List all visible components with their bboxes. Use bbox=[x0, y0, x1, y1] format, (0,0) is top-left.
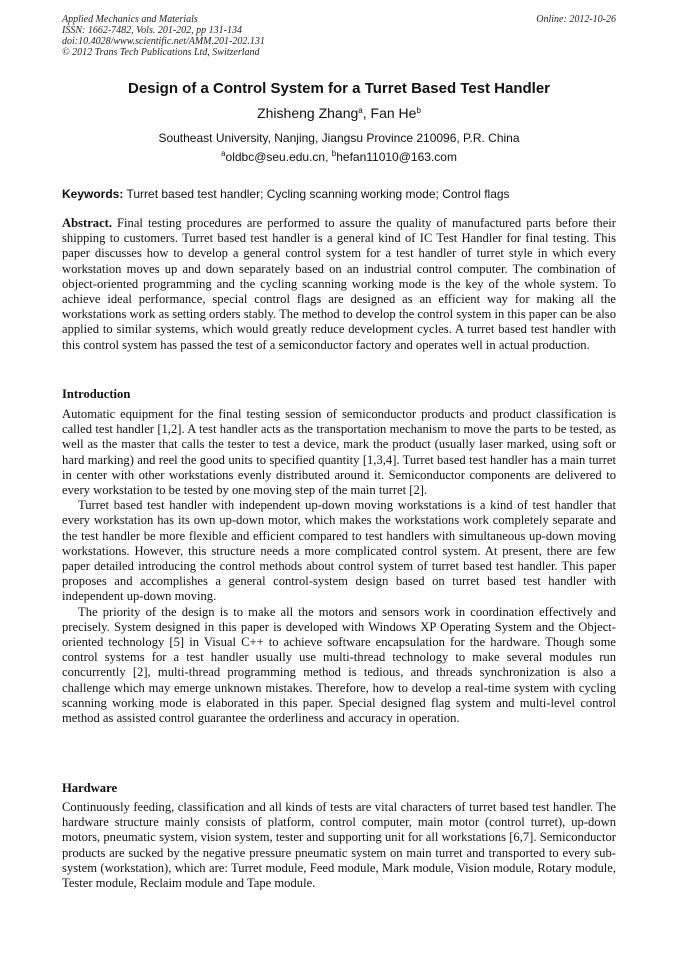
introduction-paragraph-1: Automatic equipment for the final testing session of semiconductor products and product classification is called test handler [1,2]. A test handler acts as the transportation mechanism to move the parts to be tested, as well as the master that calls the tester to test a device, mark the product (usually laser marked, using soft or hard marking) and reel the good units to specified quantity [1,3,4]. Turret based test handler has a main turret in center with other workstations evenly distributed around it. Semiconductor components are delivered to every workstation to be tested by one moving step of the main turret [2]. bbox=[62, 407, 616, 498]
issn-line: ISSN: 1662-7482, Vols. 201-202, pp 131-134 bbox=[62, 25, 242, 36]
author-2: , Fan He bbox=[362, 105, 417, 121]
abstract bbox=[62, 216, 616, 353]
hardware-heading: Hardware bbox=[62, 781, 118, 795]
journal-name: Applied Mechanics and Materials bbox=[62, 14, 198, 25]
abstract-text: Final testing procedures are performed to assure the quality of manufactured parts before their shipping to customers. Turret based test handler is a general kind of IC Test Handler for final testing. This paper discusses how to develop a general control system for a test handler of turret style in which every workstation moves up and down separately based on an industrial control computer. The combination of object-oriented programming and the cycling scanning working mode is the key of the whole system. To achieve ideal performance, special control flags are designed as an efficient way for making all the workstations work as setting orders stably. The method to develop the control system in this paper can be also applied to similar systems, which would greatly reduce development cycles. A turret based test handler with this control system has passed the test of a semiconductor factory and operates well in actual production. bbox=[62, 216, 616, 352]
hardware-paragraph-1: Continuously feeding, classification and all kinds of tests are vital characters of turret based test handler. The hardware structure mainly consists of platform, control computer, main motor (control turret), up-down motors, pneumatic system, vision system, tester and supporting unit for all workstations [6,7]. Semiconductor products are sucked by the negative pressure pneumatic system on main turret and transported to every sub-system (workstation), which are: Turret module, Feed module, Mark module, Vision module, Rotary module, Tester module, Reclaim module and Tape module. bbox=[62, 800, 616, 891]
doi-line: doi:10.4028/www.scientific.net/AMM.201-202.131 bbox=[62, 36, 265, 47]
copyright-line: © 2012 Trans Tech Publications Ltd, Switzerland bbox=[62, 47, 260, 58]
online-date: Online: 2012-10-26 bbox=[536, 14, 616, 25]
abstract-label: Abstract. bbox=[62, 216, 113, 230]
introduction-body bbox=[62, 407, 616, 726]
running-header bbox=[62, 14, 616, 58]
paper-title: Design of a Control System for a Turret Based Test Handler bbox=[127, 80, 551, 97]
introduction-paragraph-2: Turret based test handler with independent up-down moving workstations is a kind of test handler that every workstation has its own up-down motor, which makes the workstations work completely separate and the test handler be more flexible and efficient compared to test handlers with simultaneous up-down moving workstations. However, this structure needs a more complicated control system. At present, there are few paper detailed introducing the control methods about control system of turret based test handler. This paper proposes and accomplishes a general control-system design based on turret based test handler with independent up-down moving. bbox=[62, 498, 616, 604]
author-list bbox=[40, 105, 638, 122]
email-a-mark: a bbox=[221, 149, 226, 158]
hardware-body bbox=[62, 800, 616, 891]
email-b: hefan11010@163.com bbox=[336, 150, 457, 164]
affiliation: Southeast University, Nanjing, Jiangsu Province 210096, P.R. China bbox=[158, 131, 520, 145]
keywords bbox=[62, 187, 616, 202]
author-2-affil-mark: b bbox=[416, 106, 421, 115]
email-a: oldbc@seu.edu.cn, bbox=[225, 150, 332, 164]
introduction-heading: Introduction bbox=[62, 387, 131, 401]
author-emails bbox=[40, 150, 638, 165]
keywords-text: Turret based test handler; Cycling scanning working mode; Control flags bbox=[123, 187, 510, 201]
email-b-mark: b bbox=[331, 149, 337, 158]
author-1-affil-mark: a bbox=[358, 106, 363, 115]
author-1: Zhisheng Zhang bbox=[257, 105, 359, 121]
keywords-label: Keywords: bbox=[62, 187, 124, 201]
introduction-paragraph-3: The priority of the design is to make all the motors and sensors work in coordination effectively and precisely. System designed in this paper is developed with Windows XP Operating System and the Object-oriented technology [5] in Visual C++ to achieve software encapsulation for the hardware. Though some control systems for a test handler usually use multi-thread technology to make several modules run concurrently [2], multi-thread programming method is tedious, and threads synchronization is also a challenge which may emerge unknown mistakes. Therefore, how to develop a real-time system with cycling scanning working mode is elaborated in this paper. Special designed flag system and multi-level control method as assisted control guarantee the orderliness and accuracy in operation. bbox=[62, 604, 616, 726]
